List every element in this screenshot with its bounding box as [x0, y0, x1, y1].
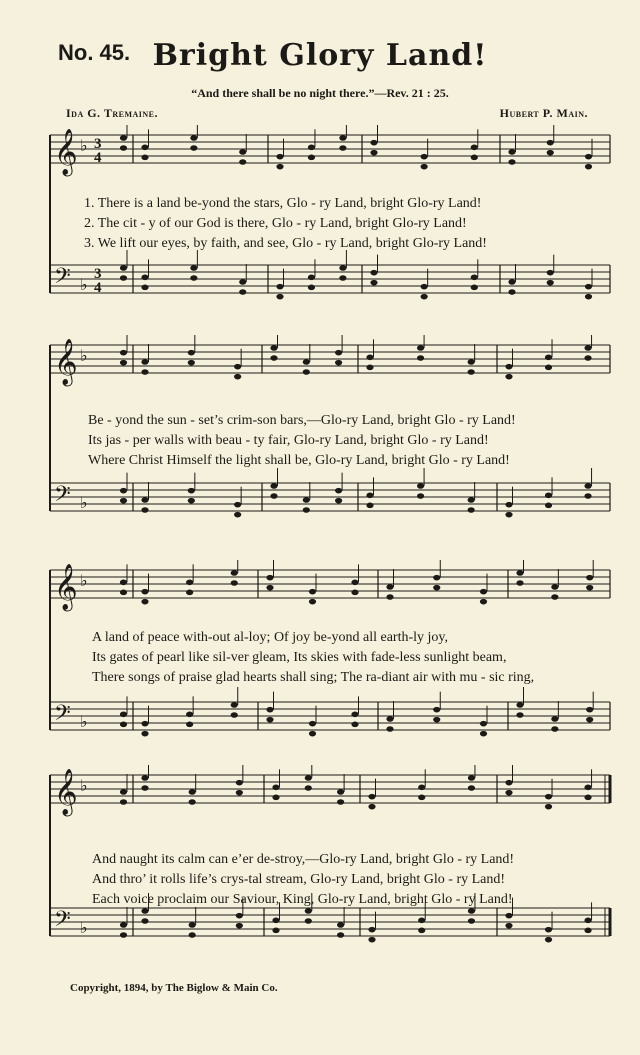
note-head	[305, 908, 312, 914]
note-head	[141, 599, 148, 605]
note-head	[120, 265, 127, 271]
note-head	[266, 575, 273, 581]
note-head	[239, 159, 246, 165]
note-head	[551, 594, 558, 600]
note-head	[547, 270, 554, 276]
note-head	[370, 270, 377, 276]
note-head	[266, 717, 273, 723]
note-head	[120, 488, 127, 494]
note-head	[480, 731, 487, 737]
note-head	[386, 716, 393, 722]
note-head	[303, 497, 310, 503]
note-head	[418, 795, 425, 801]
note-head	[120, 712, 127, 718]
copyright-notice: Copyright, 1894, by The Biglow & Main Co.	[70, 982, 278, 994]
note-head	[370, 150, 377, 156]
note-head	[337, 922, 344, 928]
treble-clef-icon: 𝄞	[54, 769, 78, 815]
note-head	[339, 265, 346, 271]
note-head	[586, 717, 593, 723]
note-head	[468, 507, 475, 513]
note-head	[351, 712, 358, 718]
note-head	[141, 775, 148, 781]
lyric-line: 2. The cit - y of our God is there, Glo - ry Land, bright Glo-ry Land!	[84, 216, 467, 231]
lyric-line: A land of peace with-out al-loy; Of joy be-yond all earth-ly joy,	[92, 630, 448, 645]
note-head	[231, 580, 238, 586]
note-head	[505, 512, 512, 518]
note-head	[120, 145, 127, 151]
note-head	[516, 702, 523, 708]
note-head	[276, 154, 283, 160]
note-head	[308, 155, 315, 161]
note-head	[351, 580, 358, 586]
note-head	[421, 154, 428, 160]
note-head	[120, 580, 127, 586]
note-head	[418, 785, 425, 791]
note-head	[234, 364, 241, 370]
note-head	[303, 369, 310, 375]
note-head	[433, 585, 440, 591]
flat-icon: ♭	[80, 346, 88, 365]
hymn-title: Bright Glory Land!	[152, 38, 488, 73]
note-head	[508, 289, 515, 295]
note-head	[468, 359, 475, 365]
note-head	[418, 918, 425, 924]
note-head	[433, 575, 440, 581]
note-head	[505, 364, 512, 370]
note-head	[120, 135, 127, 141]
note-head	[120, 789, 127, 795]
note-head	[141, 275, 148, 281]
note-head	[141, 369, 148, 375]
note-head	[303, 359, 310, 365]
note-head	[189, 799, 196, 805]
note-head	[586, 585, 593, 591]
note-head	[368, 804, 375, 810]
note-head	[508, 279, 515, 285]
note-head	[386, 594, 393, 600]
note-head	[120, 498, 127, 504]
note-head	[309, 721, 316, 727]
note-head	[471, 155, 478, 161]
note-head	[120, 360, 127, 366]
note-head	[433, 717, 440, 723]
bass-clef-icon: 𝄢	[54, 482, 71, 512]
note-head	[239, 289, 246, 295]
flat-icon: ♭	[80, 275, 88, 294]
note-head	[471, 145, 478, 151]
note-head	[339, 135, 346, 141]
note-head	[141, 785, 148, 791]
scripture-reference: “And there shall be no night there.”—Rev. 21 : 25.	[191, 86, 449, 100]
note-head	[272, 785, 279, 791]
note-head	[584, 918, 591, 924]
note-head	[239, 149, 246, 155]
lyric-line: Each voice proclaim our Saviour, King, Glo-ry Land, bright Glo - ry Land!	[92, 892, 513, 907]
note-head	[433, 707, 440, 713]
note-head	[370, 280, 377, 286]
lyric-line: Its gates of pearl like sil-ver gleam, Its skies with fade-less sunlight beam,	[92, 650, 507, 665]
note-head	[545, 503, 552, 509]
note-head	[270, 355, 277, 361]
note-head	[141, 731, 148, 737]
note-head	[120, 350, 127, 356]
note-head	[303, 507, 310, 513]
note-head	[516, 570, 523, 576]
note-head	[545, 937, 552, 943]
note-head	[190, 145, 197, 151]
note-head	[339, 275, 346, 281]
note-head	[190, 265, 197, 271]
note-head	[370, 140, 377, 146]
note-head	[141, 285, 148, 291]
note-head	[505, 790, 512, 796]
note-head	[480, 589, 487, 595]
lyric-line: Its jas - per walls with beau - ty fair, Glo-ry Land, bright Glo - ry Land!	[88, 433, 489, 448]
note-head	[141, 359, 148, 365]
note-head	[231, 570, 238, 576]
note-head	[190, 275, 197, 281]
note-head	[305, 775, 312, 781]
note-head	[239, 279, 246, 285]
flat-icon: ♭	[80, 493, 88, 512]
note-head	[421, 164, 428, 170]
note-head	[545, 794, 552, 800]
note-head	[234, 502, 241, 508]
note-head	[270, 345, 277, 351]
note-head	[417, 483, 424, 489]
note-head	[417, 355, 424, 361]
note-head	[468, 785, 475, 791]
note-head	[189, 932, 196, 938]
note-head	[141, 145, 148, 151]
note-head	[188, 498, 195, 504]
note-head	[266, 707, 273, 713]
treble-clef-icon: 𝄞	[54, 339, 78, 385]
time-signature-bottom: 4	[94, 280, 102, 296]
note-head	[366, 503, 373, 509]
flat-icon: ♭	[80, 571, 88, 590]
note-head	[305, 918, 312, 924]
note-head	[366, 355, 373, 361]
note-head	[584, 785, 591, 791]
note-head	[309, 589, 316, 595]
note-head	[468, 369, 475, 375]
time-signature-top: 3	[94, 266, 102, 282]
note-head	[545, 355, 552, 361]
note-head	[505, 923, 512, 929]
note-head	[551, 584, 558, 590]
note-head	[545, 493, 552, 499]
note-head	[141, 908, 148, 914]
lyric-line: Where Christ Himself the light shall be, Glo-ry Land, bright Glo - ry Land!	[88, 453, 510, 468]
note-head	[234, 374, 241, 380]
note-head	[335, 360, 342, 366]
note-head	[505, 374, 512, 380]
lyric-line: 1. There is a land be-yond the stars, Glo - ry Land, bright Glo-ry Land!	[84, 196, 482, 211]
note-head	[337, 932, 344, 938]
note-head	[272, 795, 279, 801]
note-head	[547, 280, 554, 286]
note-head	[586, 575, 593, 581]
note-head	[418, 928, 425, 934]
note-head	[186, 722, 193, 728]
note-head	[516, 580, 523, 586]
note-head	[272, 918, 279, 924]
note-head	[186, 590, 193, 596]
note-head	[417, 345, 424, 351]
note-head	[231, 712, 238, 718]
note-head	[508, 149, 515, 155]
note-head	[120, 590, 127, 596]
note-head	[585, 164, 592, 170]
note-head	[266, 585, 273, 591]
note-head	[236, 790, 243, 796]
note-head	[276, 294, 283, 300]
note-head	[188, 488, 195, 494]
note-head	[272, 928, 279, 934]
note-head	[188, 350, 195, 356]
note-head	[516, 712, 523, 718]
note-head	[141, 589, 148, 595]
note-head	[585, 284, 592, 290]
note-head	[584, 483, 591, 489]
note-head	[141, 721, 148, 727]
note-head	[551, 716, 558, 722]
time-signature-bottom: 4	[94, 150, 102, 166]
lyric-line: And naught its calm can e’er de-stroy,—Glo-ry Land, bright Glo - ry Land!	[92, 852, 515, 867]
note-head	[351, 590, 358, 596]
note-head	[505, 780, 512, 786]
note-head	[368, 794, 375, 800]
note-head	[236, 923, 243, 929]
note-head	[305, 785, 312, 791]
note-head	[586, 707, 593, 713]
note-head	[120, 722, 127, 728]
flat-icon: ♭	[80, 918, 88, 937]
note-head	[480, 599, 487, 605]
note-head	[468, 775, 475, 781]
note-head	[471, 275, 478, 281]
note-head	[335, 488, 342, 494]
note-head	[368, 927, 375, 933]
note-head	[386, 584, 393, 590]
note-head	[120, 275, 127, 281]
note-head	[189, 789, 196, 795]
note-head	[335, 498, 342, 504]
note-head	[585, 294, 592, 300]
time-signature-top: 3	[94, 136, 102, 152]
note-head	[190, 135, 197, 141]
note-head	[120, 799, 127, 805]
lyric-line: And thro’ it rolls life’s crys-tal stream, Glo-ry Land, bright Glo - ry Land!	[92, 872, 506, 887]
note-head	[141, 497, 148, 503]
note-head	[308, 145, 315, 151]
composer-credit: Hubert P. Main.	[499, 106, 588, 120]
bass-clef-icon: 𝄢	[54, 701, 71, 731]
note-head	[120, 922, 127, 928]
note-head	[236, 780, 243, 786]
note-head	[236, 913, 243, 919]
lyric-line: Be - yond the sun - set’s crim-son bars,—Glo-ry Land, bright Glo - ry Land!	[88, 413, 516, 428]
note-head	[335, 350, 342, 356]
flat-icon: ♭	[80, 712, 88, 731]
note-head	[337, 799, 344, 805]
note-head	[339, 145, 346, 151]
note-head	[186, 580, 193, 586]
note-head	[585, 154, 592, 160]
note-head	[551, 726, 558, 732]
note-head	[584, 345, 591, 351]
note-head	[141, 155, 148, 161]
note-head	[366, 365, 373, 371]
note-head	[584, 928, 591, 934]
note-head	[141, 507, 148, 513]
note-head	[421, 284, 428, 290]
flat-icon: ♭	[80, 136, 88, 155]
note-head	[421, 294, 428, 300]
bass-clef-icon: 𝄢	[54, 264, 71, 294]
note-head	[480, 721, 487, 727]
note-head	[270, 493, 277, 499]
note-head	[276, 284, 283, 290]
note-head	[545, 365, 552, 371]
note-head	[120, 932, 127, 938]
note-head	[584, 493, 591, 499]
note-head	[584, 355, 591, 361]
note-head	[505, 913, 512, 919]
note-head	[468, 908, 475, 914]
note-head	[505, 502, 512, 508]
note-head	[308, 285, 315, 291]
note-head	[508, 159, 515, 165]
note-head	[545, 804, 552, 810]
note-head	[471, 285, 478, 291]
note-head	[231, 702, 238, 708]
note-head	[188, 360, 195, 366]
note-head	[141, 918, 148, 924]
note-head	[186, 712, 193, 718]
note-head	[468, 918, 475, 924]
note-head	[366, 493, 373, 499]
note-head	[584, 795, 591, 801]
note-head	[337, 789, 344, 795]
note-head	[270, 483, 277, 489]
note-head	[545, 927, 552, 933]
treble-clef-icon: 𝄞	[54, 564, 78, 610]
note-head	[417, 493, 424, 499]
lyric-line: There songs of praise glad hearts shall sing; The ra-diant air with mu - sic ring,	[92, 670, 535, 685]
note-head	[309, 731, 316, 737]
note-head	[468, 497, 475, 503]
author-credit: Ida G. Tremaine.	[66, 106, 159, 120]
treble-clef-icon: 𝄞	[54, 129, 78, 175]
note-head	[386, 726, 393, 732]
note-head	[547, 150, 554, 156]
note-head	[234, 512, 241, 518]
note-head	[368, 937, 375, 943]
note-head	[351, 722, 358, 728]
note-head	[308, 275, 315, 281]
note-head	[547, 140, 554, 146]
lyric-line: 3. We lift our eyes, by faith, and see, Glo - ry Land, bright Glo-ry Land!	[84, 236, 487, 251]
note-head	[189, 922, 196, 928]
flat-icon: ♭	[80, 776, 88, 795]
bass-clef-icon: 𝄢	[54, 907, 71, 937]
note-head	[309, 599, 316, 605]
note-head	[276, 164, 283, 170]
hymn-number: No. 45.	[58, 40, 131, 65]
